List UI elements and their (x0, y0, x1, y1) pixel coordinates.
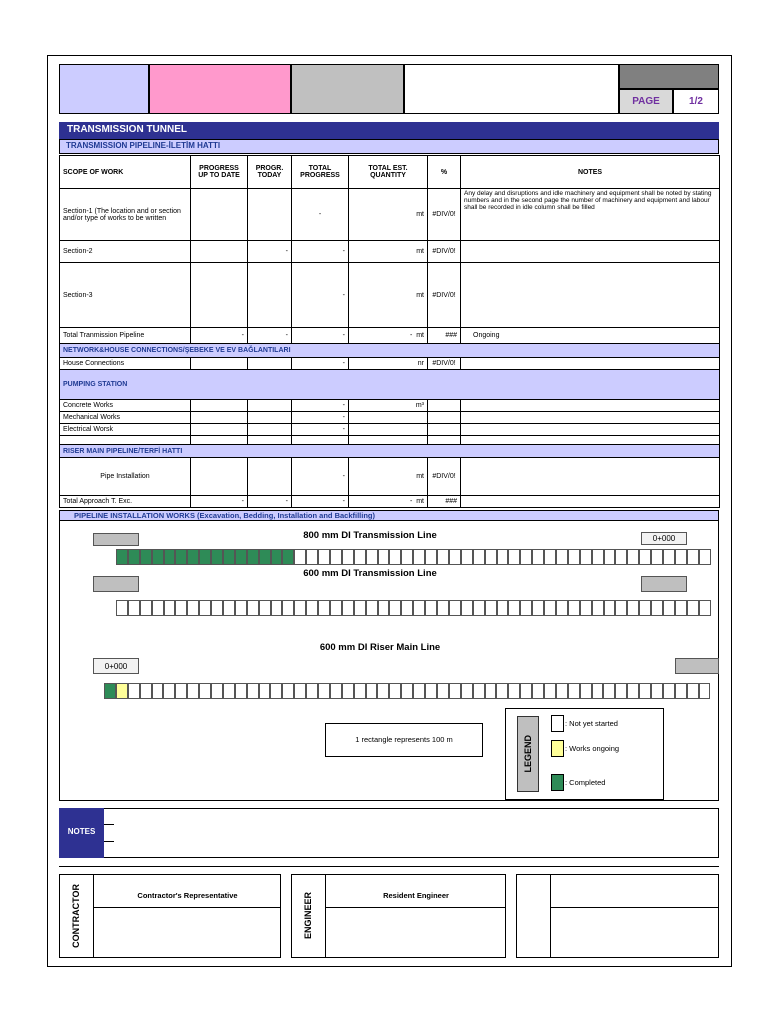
pipe-segment-not-started (294, 549, 306, 565)
cell-total: - (292, 458, 349, 496)
pipe-segment-completed (152, 549, 164, 565)
pipe-segment-not-started (140, 683, 152, 699)
line1-start-chainage (93, 533, 139, 546)
pipe-segment-not-started (235, 600, 247, 616)
pipe-segment-not-started (556, 600, 568, 616)
pipe-segment-not-started (413, 683, 425, 699)
pipe-segment-not-started (473, 600, 485, 616)
row-label: Total Approach T. Exc. (60, 496, 191, 508)
table-row (60, 328, 720, 344)
pipe-segment-not-started (473, 683, 485, 699)
cell-note: Ongoing (461, 328, 720, 344)
pipe-segment-not-started (485, 683, 497, 699)
pipe-segment-not-started (508, 600, 520, 616)
cell-percent: #DIV/0! (428, 458, 461, 496)
section-title-bar: TRANSMISSION TUNNEL (59, 122, 719, 139)
pipe-segment-completed (187, 549, 199, 565)
pipe-segment-not-started (627, 600, 639, 616)
pipe-segment-not-started (425, 549, 437, 565)
legend-title: LEGEND (523, 735, 533, 773)
pipe-segment-not-started (140, 600, 152, 616)
pipe-segment-completed (223, 549, 235, 565)
line2-end-chainage (641, 576, 687, 592)
pipe-segment-not-started (615, 683, 627, 699)
pipe-segment-not-started (354, 549, 366, 565)
page-label: PAGE (619, 89, 673, 114)
pipe-segment-completed (282, 549, 294, 565)
pipe-segment-not-started (318, 683, 330, 699)
cell-total: - (292, 412, 349, 424)
line3-end-chainage (675, 658, 719, 674)
line1-title: 800 mm DI Transmission Line (303, 530, 437, 541)
pipe-segment-not-started (425, 600, 437, 616)
row-label: Total Tranmission Pipeline (60, 328, 191, 344)
pipe-segment-not-started (128, 600, 140, 616)
pipe-segment-not-started (378, 600, 390, 616)
cell-today: - (248, 496, 292, 508)
pipe-segment-ongoing (116, 683, 128, 699)
pipe-segment-completed (140, 549, 152, 565)
pipe-segment-not-started (175, 600, 187, 616)
pipe-segment-not-started (556, 683, 568, 699)
pipe-segment-not-started (413, 549, 425, 565)
pipe-segment-not-started (437, 683, 449, 699)
pipe-segment-not-started (651, 600, 663, 616)
pipe-segment-not-started (520, 549, 532, 565)
pipe-segment-not-started (461, 600, 473, 616)
pipe-segment-not-started (699, 549, 711, 565)
header-notes: NOTES (461, 156, 720, 189)
pipe-segment-not-started (639, 683, 651, 699)
pipe-segment-not-started (437, 549, 449, 565)
third-label-cell (516, 874, 551, 958)
pipe-segment-not-started (401, 549, 413, 565)
pipe-segment-not-started (651, 683, 663, 699)
header-scope: SCOPE OF WORK (60, 156, 191, 189)
pipe-segment-not-started (199, 683, 211, 699)
pipe-segment-not-started (342, 549, 354, 565)
pipe-segment-not-started (496, 683, 508, 699)
cell-qty-unit (349, 496, 428, 508)
pipe-segment-not-started (699, 683, 711, 699)
pipe-segment-not-started (128, 683, 140, 699)
engineer-label: ENGINEER (303, 892, 313, 940)
table-row (60, 189, 720, 241)
pipe-segment-not-started (592, 683, 604, 699)
table-bar-row (60, 370, 720, 400)
pipe-segment-not-started (532, 600, 544, 616)
cell-total: - (292, 358, 349, 370)
pipe-segment-not-started (247, 600, 259, 616)
pipe-segment-not-started (223, 600, 235, 616)
header-progress: PROGRESS UP TO DATE (191, 156, 248, 189)
pipe-segment-not-started (508, 683, 520, 699)
line1-end-chainage: 0+000 (641, 532, 687, 545)
cell-total: - (292, 241, 349, 263)
pipe-segment-not-started (354, 600, 366, 616)
pipe-segment-not-started (318, 549, 330, 565)
header-today: PROGR. TODAY (248, 156, 292, 189)
legend-title-box (517, 716, 539, 792)
row-label: House Connections (60, 358, 191, 370)
riser-bar: RISER MAIN PIPELINE/TERFİ HATTI (60, 445, 720, 458)
pipe-segment-not-started (485, 600, 497, 616)
notes-label: NOTES (59, 808, 104, 858)
pipe-segment-not-started (651, 549, 663, 565)
page-number: 1/2 (673, 89, 719, 114)
pipe-segment-completed (199, 549, 211, 565)
pipe-segment-not-started (687, 600, 699, 616)
line2-start-chainage (93, 576, 139, 592)
pipe-segment-not-started (604, 549, 616, 565)
pipe-segment-not-started (544, 600, 556, 616)
pipe-segment-not-started (663, 600, 675, 616)
pipe-segment-not-started (663, 549, 675, 565)
pipe-segment-completed (235, 549, 247, 565)
pipe-segment-completed (128, 549, 140, 565)
pipe-segment-not-started (271, 600, 283, 616)
pipe-segment-not-started (603, 683, 615, 699)
pipe-segment-not-started (401, 683, 413, 699)
pipe-segment-completed (116, 549, 128, 565)
pipe-segment-not-started (401, 600, 413, 616)
pipe-segment-not-started (520, 600, 532, 616)
row-label: Section-3 (60, 263, 191, 328)
line2-segments (116, 600, 711, 616)
table-row (60, 412, 720, 424)
header-color-box-2 (149, 64, 291, 114)
pipe-segment-not-started (366, 600, 378, 616)
table-bar-row (60, 344, 720, 358)
row-label: Mechanical Works (60, 412, 191, 424)
pipe-segment-not-started (675, 600, 687, 616)
pipe-segment-not-started (342, 683, 354, 699)
legend-completed: : Completed (565, 778, 606, 787)
legend-swatch-completed (551, 774, 564, 791)
pipe-segment-not-started (556, 549, 568, 565)
cell-percent: #DIV/0! (428, 189, 461, 241)
contractor-label-cell (59, 874, 94, 958)
pipe-segment-not-started (699, 600, 711, 616)
cell-unit: m³ (349, 400, 428, 412)
cell-unit: nr (349, 358, 428, 370)
pipe-segment-not-started (378, 549, 390, 565)
line3-segments (104, 683, 710, 699)
table-row (60, 400, 720, 412)
table-row (60, 241, 720, 263)
cell-qty-unit (349, 328, 428, 344)
cell-today: - (248, 241, 292, 263)
pipe-segment-not-started (485, 549, 497, 565)
line3-title: 600 mm DI Riser Main Line (319, 642, 441, 653)
pipe-segment-not-started (461, 683, 473, 699)
pipe-segment-not-started (223, 683, 235, 699)
cell-up: - (191, 496, 248, 508)
pipe-segment-not-started (152, 600, 164, 616)
pipe-segment-not-started (366, 549, 378, 565)
pipe-segment-completed (164, 549, 176, 565)
pipe-segment-not-started (461, 549, 473, 565)
contractor-rep: Contractor's Representative (94, 874, 281, 908)
pipe-segment-not-started (425, 683, 437, 699)
divider (59, 866, 719, 867)
notes-line-1 (104, 824, 114, 825)
table-header-row (60, 156, 720, 189)
pipe-segment-not-started (580, 549, 592, 565)
cell-percent: #DIV/0! (428, 358, 461, 370)
pipe-segment-not-started (568, 683, 580, 699)
pipe-segment-not-started (604, 600, 616, 616)
pipe-segment-not-started (449, 549, 461, 565)
pipe-segment-not-started (306, 549, 318, 565)
pipe-segment-not-started (544, 683, 556, 699)
row-label: Concrete Works (60, 400, 191, 412)
pipe-segment-not-started (663, 683, 675, 699)
pipe-segment-not-started (580, 683, 592, 699)
pipe-segment-not-started (187, 600, 199, 616)
header-color-box-4 (404, 64, 619, 114)
pipe-segment-not-started (354, 683, 366, 699)
pipe-segment-not-started (675, 683, 687, 699)
cell-today: - (248, 328, 292, 344)
header-total-progress: TOTAL PROGRESS (292, 156, 349, 189)
cell-unit: mt (416, 498, 424, 505)
header-quantity: TOTAL EST. QUANTITY (349, 156, 428, 189)
pipe-segment-not-started (306, 600, 318, 616)
row-label: Pipe Installation (60, 458, 191, 496)
pipe-segment-not-started (497, 549, 509, 565)
pipe-segment-completed (259, 549, 271, 565)
pipe-segment-not-started (687, 683, 699, 699)
cell-unit: mt (349, 189, 428, 241)
pipeline-bar: PIPELINE INSTALLATION WORKS (Excavation, Bedding, Installation and Backfilling) (59, 510, 719, 521)
pipe-segment-not-started (413, 600, 425, 616)
pipe-segment-not-started (508, 549, 520, 565)
third-title-cell (551, 874, 719, 908)
cell-percent: #DIV/0! (428, 241, 461, 263)
pipe-segment-not-started (152, 683, 164, 699)
pipe-segment-not-started (211, 683, 223, 699)
network-bar: NETWORK&HOUSE CONNECTIONS/ŞEBEKE VE EV BAĞLANTILARI (60, 344, 720, 358)
pipe-segment-not-started (259, 683, 271, 699)
pipe-segment-not-started (270, 683, 282, 699)
pipe-segment-not-started (366, 683, 378, 699)
pipe-segment-not-started (639, 600, 651, 616)
cell-total: - (292, 263, 349, 328)
pipe-segment-not-started (568, 600, 580, 616)
table-row (60, 358, 720, 370)
pipe-segment-not-started (532, 549, 544, 565)
line3-start-chainage: 0+000 (93, 658, 139, 674)
resident-engineer: Resident Engineer (326, 874, 506, 908)
pipe-segment-not-started (282, 600, 294, 616)
pipe-segment-not-started (294, 600, 306, 616)
cell-total: - (292, 400, 349, 412)
pipe-segment-not-started (532, 683, 544, 699)
pipe-segment-not-started (294, 683, 306, 699)
pipe-segment-not-started (520, 683, 532, 699)
header-percent: % (428, 156, 461, 189)
header-page-box-top (619, 64, 719, 89)
pipe-segment-completed (247, 549, 259, 565)
pipe-segment-not-started (449, 683, 461, 699)
row-label: Electrical Worsk (60, 424, 191, 436)
pipe-segment-not-started (318, 600, 330, 616)
notes-box (59, 808, 719, 858)
pipe-segment-not-started (306, 683, 318, 699)
pipe-segment-not-started (330, 683, 342, 699)
table-row (60, 496, 720, 508)
pipe-segment-completed (211, 549, 223, 565)
engineer-label-cell (291, 874, 326, 958)
pipe-segment-not-started (199, 600, 211, 616)
pipe-segment-not-started (282, 683, 294, 699)
pipe-segment-not-started (389, 683, 401, 699)
table-row (60, 436, 720, 445)
pipe-segment-not-started (389, 549, 401, 565)
progress-table (59, 155, 720, 508)
pipe-segment-not-started (211, 600, 223, 616)
pipe-segment-not-started (330, 600, 342, 616)
pipe-segment-not-started (687, 549, 699, 565)
cell-qty: - (409, 332, 413, 339)
pipe-segment-completed (104, 683, 116, 699)
pipe-segment-not-started (497, 600, 509, 616)
pipe-segment-not-started (330, 549, 342, 565)
pipe-segment-not-started (187, 683, 199, 699)
cell-up: - (191, 328, 248, 344)
pipe-segment-not-started (259, 600, 271, 616)
pipe-segment-not-started (389, 600, 401, 616)
cell-total: - (292, 328, 349, 344)
cell-percent: ### (428, 496, 461, 508)
pipe-segment-not-started (627, 549, 639, 565)
cell-total: - (292, 189, 349, 241)
pipe-segment-not-started (592, 600, 604, 616)
legend-not-started: : Not yet started (565, 719, 618, 728)
scale-note: 1 rectangle represents 100 m (325, 723, 483, 757)
pipe-segment-not-started (473, 549, 485, 565)
pipe-segment-not-started (615, 600, 627, 616)
pumping-bar: PUMPING STATION (60, 370, 720, 400)
legend-ongoing: : Works ongoing (565, 744, 620, 753)
pipe-segment-not-started (615, 549, 627, 565)
table-row (60, 458, 720, 496)
line2-title: 600 mm DI Transmission Line (303, 568, 437, 579)
pipe-segment-not-started (175, 683, 187, 699)
row-label: Section-1 (The location and or section and/or type of works to be written (60, 189, 191, 241)
pipe-segment-not-started (568, 549, 580, 565)
pipe-segment-not-started (675, 549, 687, 565)
cell-unit: mt (349, 263, 428, 328)
contractor-label: CONTRACTOR (71, 884, 81, 948)
cell-note: Any delay and disruptions and idle machinery and equipment shall be noted by stating numbers and in the second page the number of machinery and equipment and labour shall be recorded in idle column shall be filled (461, 189, 720, 241)
table-row (60, 424, 720, 436)
pipe-segment-not-started (627, 683, 639, 699)
legend-swatch-ongoing (551, 740, 564, 757)
section-subtitle-bar: TRANSMISSION PIPELINE-İLETİM HATTI (59, 139, 719, 154)
pipe-segment-not-started (235, 683, 247, 699)
line1-segments (116, 549, 711, 565)
cell-total: - (292, 424, 349, 436)
header-color-box-1 (59, 64, 149, 114)
table-bar-row (60, 445, 720, 458)
pipe-segment-not-started (247, 683, 259, 699)
pipe-segment-completed (271, 549, 283, 565)
row-label: Section-2 (60, 241, 191, 263)
cell-qty: - (409, 498, 413, 505)
cell-unit: mt (349, 241, 428, 263)
cell-total: - (292, 496, 349, 508)
pipe-segment-not-started (163, 683, 175, 699)
pipe-segment-not-started (116, 600, 128, 616)
cell-percent: #DIV/0! (428, 263, 461, 328)
pipe-segment-not-started (592, 549, 604, 565)
cell-unit: mt (416, 332, 424, 339)
legend-swatch-not-started (551, 715, 564, 732)
pipe-segment-not-started (449, 600, 461, 616)
pipe-segment-completed (175, 549, 187, 565)
pipe-segment-not-started (544, 549, 556, 565)
table-row (60, 263, 720, 328)
notes-line-2 (104, 841, 114, 842)
pipe-segment-not-started (164, 600, 176, 616)
pipe-segment-not-started (639, 549, 651, 565)
pipe-segment-not-started (580, 600, 592, 616)
cell-percent: ### (428, 328, 461, 344)
pipe-segment-not-started (437, 600, 449, 616)
cell-unit: mt (349, 458, 428, 496)
pipe-segment-not-started (342, 600, 354, 616)
pipe-segment-not-started (377, 683, 389, 699)
header-color-box-3 (291, 64, 404, 114)
